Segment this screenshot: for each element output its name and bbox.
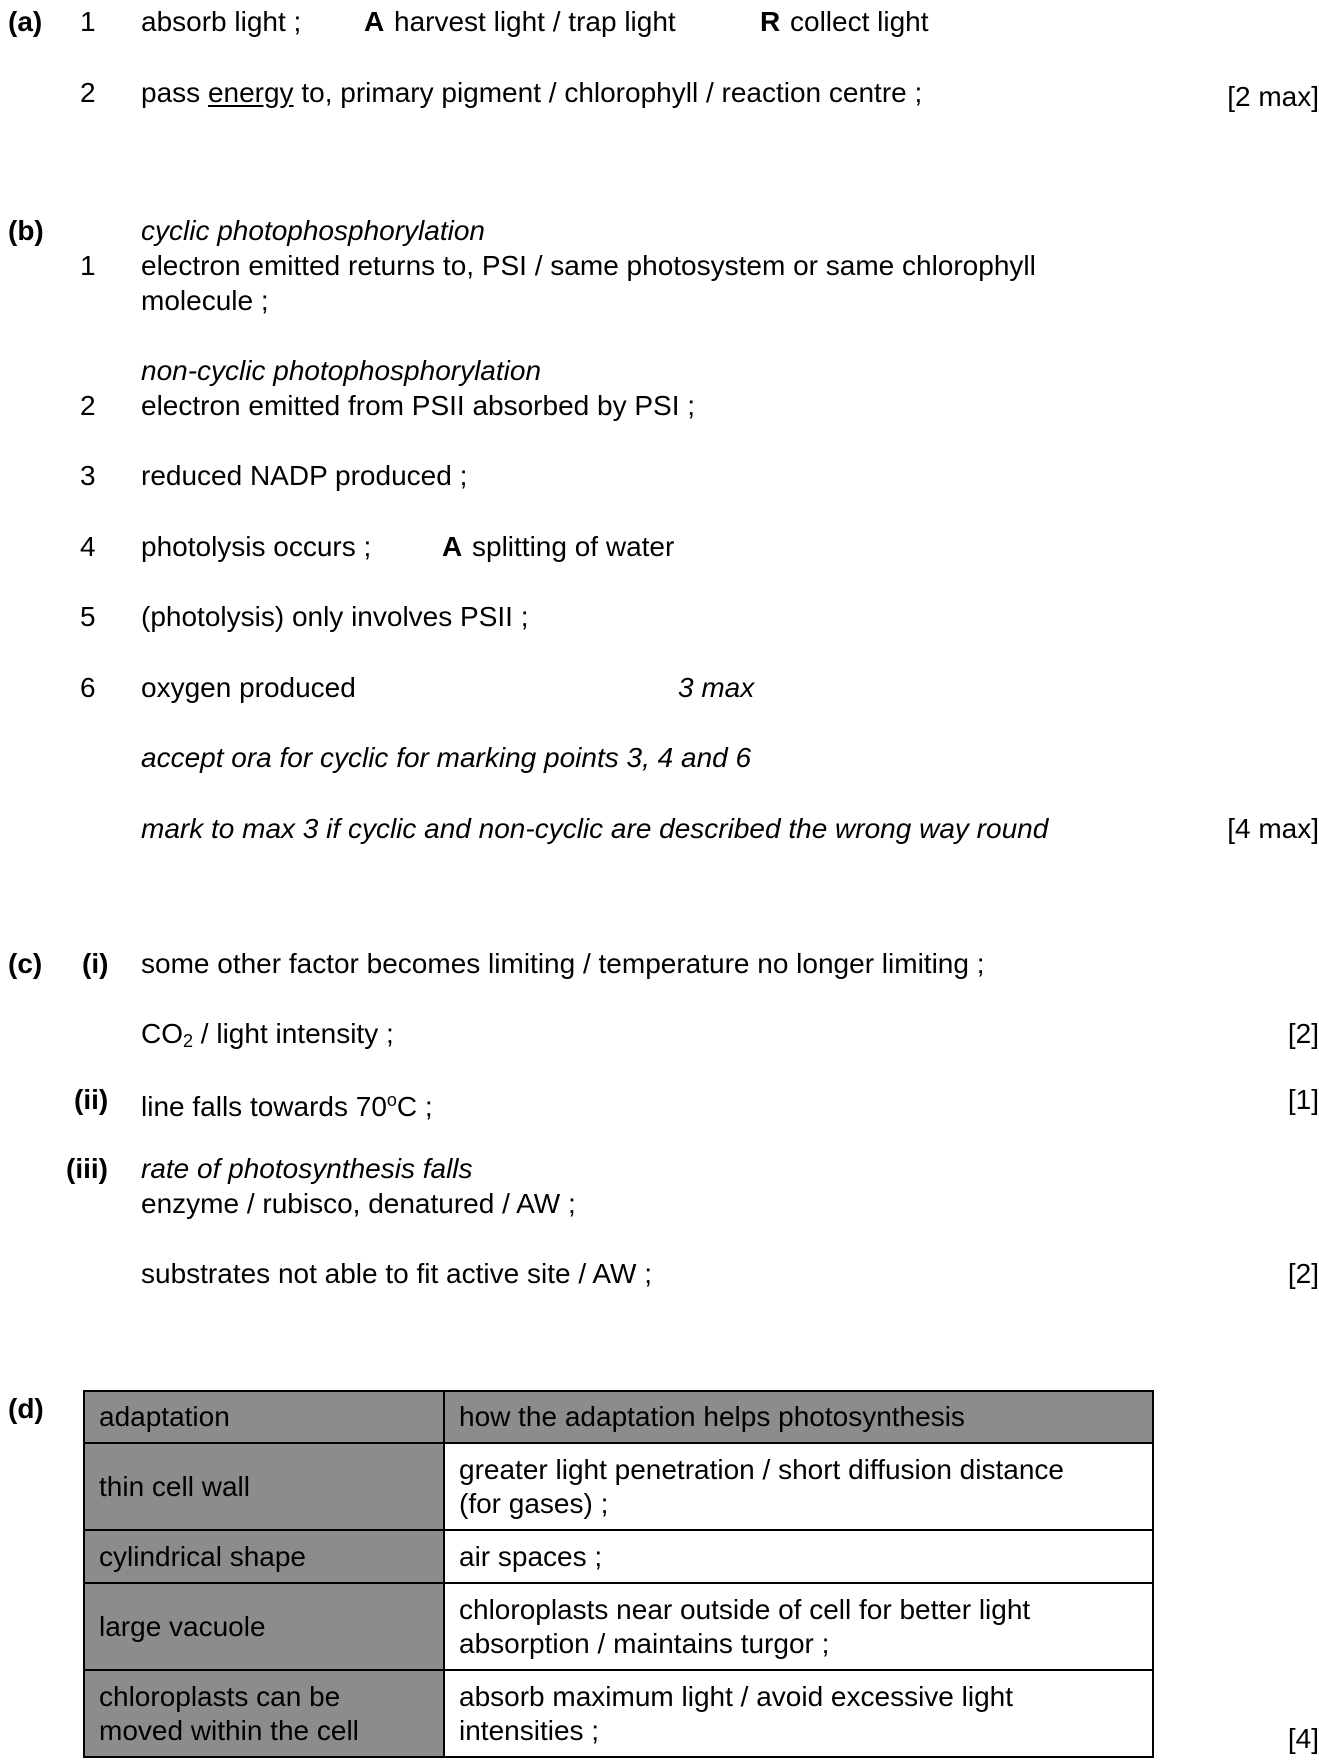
accept-tag: A [364,6,385,37]
mark-point-text: some other factor becomes limiting / temperature no longer limiting ; [141,948,985,979]
reject-text: collect light [790,6,929,37]
superscript: o [386,1090,397,1110]
text-fragment: line falls towards 70 [141,1091,387,1122]
mark-point-text-cont: molecule ; [141,285,269,316]
part-d-label: (d) [8,1393,44,1424]
adaptation-cell [84,1670,444,1757]
cell-line: large vacuole [99,1610,266,1642]
mark-point-text [141,1083,433,1124]
adaptation-cell [84,1583,444,1670]
point-number: 5 [80,601,96,632]
cell-line: absorption / maintains turgor ; [459,1627,830,1659]
point-number: 2 [80,77,96,108]
marks-allocation: [2] [1287,1258,1319,1289]
mark-point-text: oxygen produced [141,672,356,703]
cell-line: chloroplasts near outside of cell for better light [459,1593,1031,1625]
marking-note: mark to max 3 if cyclic and non-cyclic are described the wrong way round [141,813,1049,844]
mark-point-text: enzyme / rubisco, denatured / AW ; [141,1188,576,1219]
column-header: how the adaptation helps photosynthesis [444,1391,1153,1443]
cell-line: air spaces ; [459,1540,603,1572]
noncyclic-heading: non-cyclic photophosphorylation [141,355,542,386]
mark-point-text [141,1017,394,1058]
cell-line: cylindrical shape [99,1540,306,1572]
underlined-word: energy [207,77,294,108]
max-note: 3 max [678,672,755,703]
table-row [84,1670,1153,1757]
table-row [84,1583,1153,1670]
point-number: 4 [80,531,96,562]
benefit-cell [444,1530,1153,1583]
benefit-cell [444,1670,1153,1757]
cell-line: greater light penetration / short diffusion distance [459,1453,1064,1485]
point-number: 1 [80,250,96,281]
accept-text: harvest light / trap light [394,6,676,37]
accept-text: splitting of water [472,531,675,562]
cyclic-heading: cyclic photophosphorylation [141,215,485,246]
text-fragment: pass [141,77,208,108]
reject-tag: R [760,6,781,37]
adaptation-cell [84,1530,444,1583]
benefit-cell [444,1443,1153,1530]
mark-point-text: electron emitted from PSII absorbed by PSI ; [141,390,696,421]
mark-point-text: electron emitted returns to, PSI / same photosystem or same chlorophyll [141,250,1036,281]
cell-line: chloroplasts can be [99,1680,341,1712]
adaptation-cell [84,1443,444,1530]
cell-line: intensities ; [459,1714,600,1746]
text-fragment: / light intensity ; [193,1018,394,1049]
text-fragment: C ; [396,1091,433,1122]
sub-heading: rate of photosynthesis falls [141,1153,473,1184]
marks-allocation: [4 max] [1227,813,1319,844]
cell-line: absorb maximum light / avoid excessive light [459,1680,1014,1712]
accept-tag: A [442,531,463,562]
marks-allocation: [2 max] [1227,81,1319,112]
benefit-cell [444,1583,1153,1670]
table-header-row [84,1391,1153,1443]
cell-line: thin cell wall [99,1470,250,1502]
point-number: 2 [80,390,96,421]
sub-part-label: (i) [82,948,109,979]
mark-point-text: absorb light ; [141,6,302,37]
mark-point-text: reduced NADP produced ; [141,460,468,491]
text-fragment: to, primary pigment / chlorophyll / reaction centre ; [293,77,923,108]
point-number: 3 [80,460,96,491]
part-c-label: (c) [8,948,43,979]
column-header: adaptation [84,1391,444,1443]
mark-point-text: photolysis occurs ; [141,531,372,562]
subscript: 2 [183,1031,194,1051]
mark-point-text: substrates not able to fit active site / AW ; [141,1258,652,1289]
mark-point-text [141,76,922,110]
part-a-label: (a) [8,6,43,37]
text-fragment: CO [141,1018,183,1049]
sub-part-label: (iii) [66,1153,108,1184]
cell-line: moved within the cell [99,1714,359,1746]
marks-allocation: [4] [1287,1723,1319,1754]
table-row [84,1443,1153,1530]
mark-point-text: (photolysis) only involves PSII ; [141,601,529,632]
marking-note: accept ora for cyclic for marking points 3, 4 and 6 [141,742,752,773]
table-row [84,1530,1153,1583]
point-number: 6 [80,672,96,703]
point-number: 1 [80,6,96,37]
part-b-label: (b) [8,215,44,246]
marks-allocation: [2] [1287,1018,1319,1049]
sub-part-label: (ii) [74,1084,109,1115]
cell-line: (for gases) ; [459,1487,609,1519]
marks-allocation: [1] [1287,1084,1319,1115]
adaptation-table [83,1390,1154,1758]
